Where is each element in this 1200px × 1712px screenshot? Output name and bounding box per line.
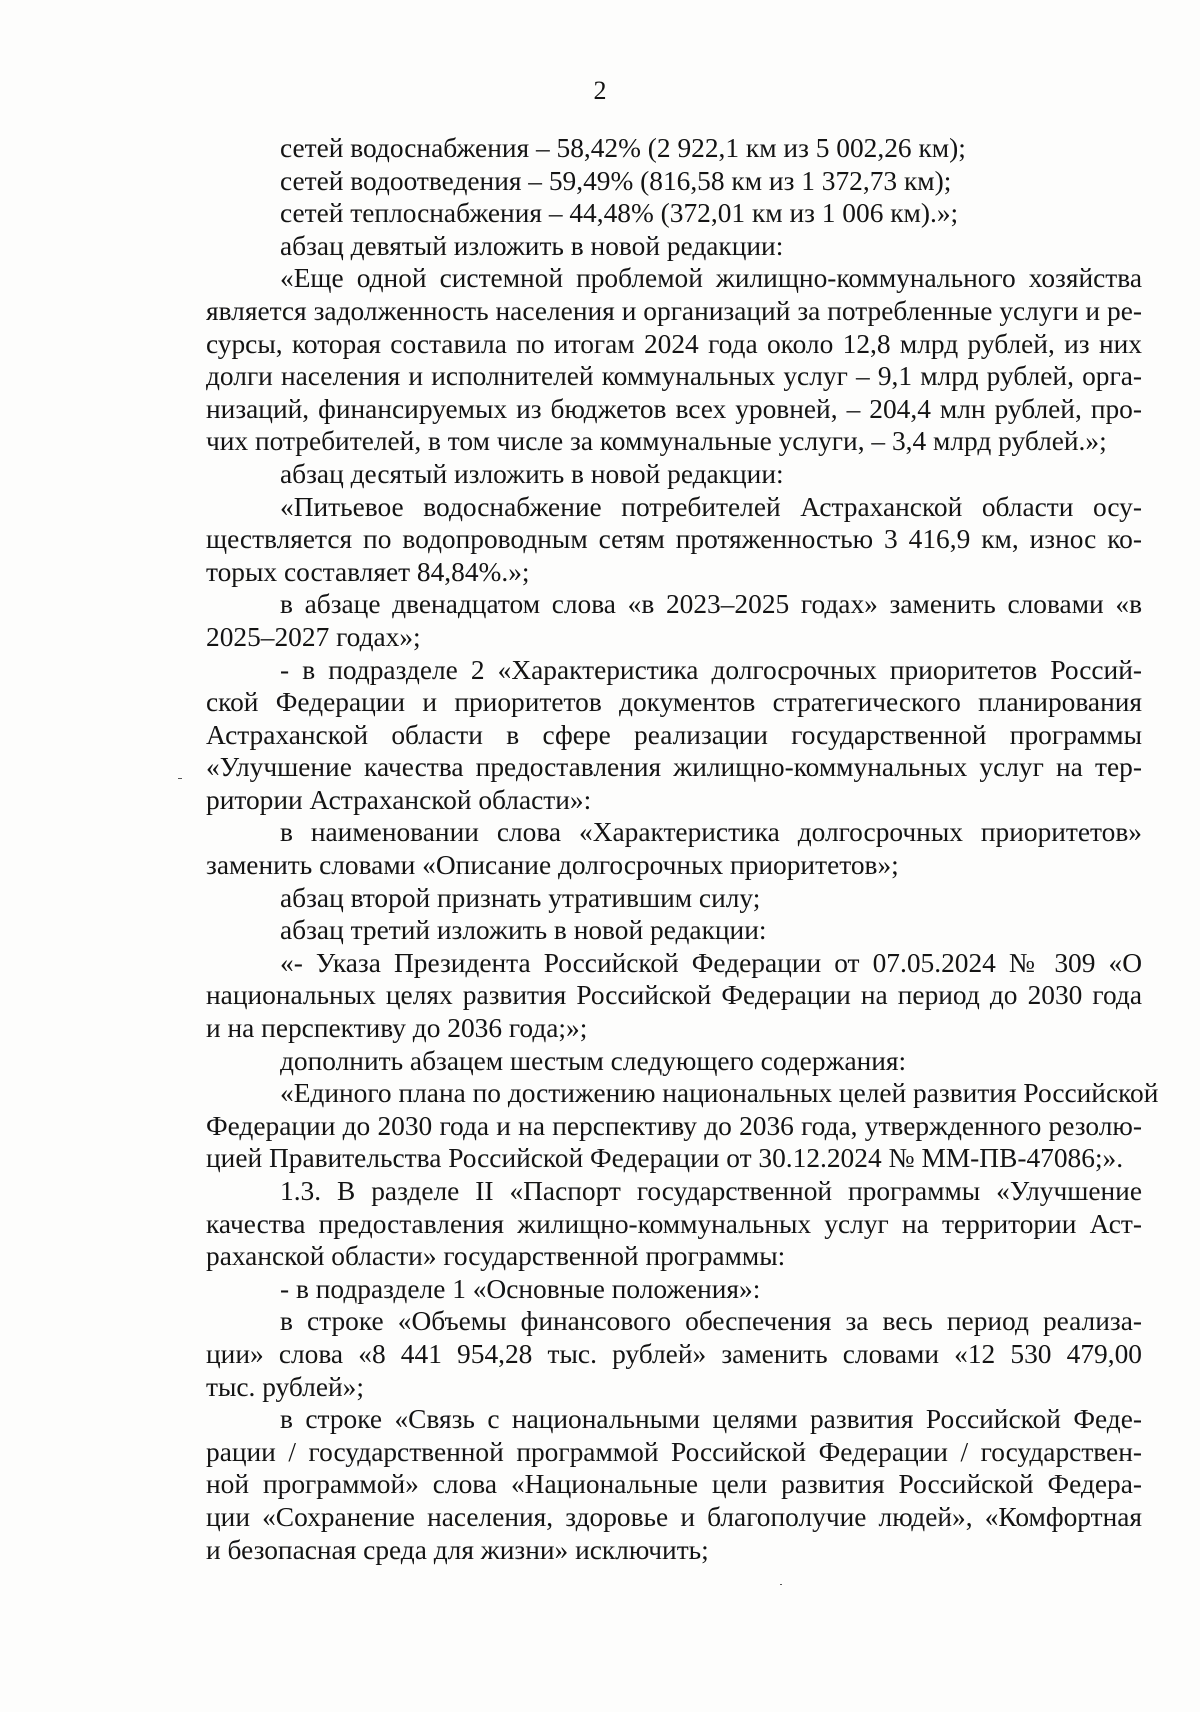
- text-line: ции» слова «8 441 954,28 тыс. рублей» заменить словами «12 530 479,00: [206, 1338, 1142, 1369]
- text-line: дополнить абзацем шестым следующего содержания:: [280, 1045, 907, 1076]
- text-line: ции «Сохранение населения, здоровье и благополучие людей», «Комфортная: [206, 1501, 1142, 1532]
- text-line: сетей водоснабжения – 58,42% (2 922,1 км из 5 002,26 км);: [280, 133, 966, 163]
- text-line: 2025–2027 годах»;: [206, 621, 421, 652]
- scan-speck: [780, 1584, 782, 1585]
- text-line: абзац десятый изложить в новой редакции:: [280, 458, 784, 489]
- text-line: и безопасная среда для жизни» исключить;: [206, 1534, 709, 1565]
- text-line: сетей водоотведения – 59,49% (816,58 км из 1 372,73 км);: [280, 165, 952, 196]
- text-line: является задолженность населения и организаций за потребленные услуги и ре-: [206, 295, 1142, 326]
- text-line: абзац девятый изложить в новой редакции:: [280, 230, 784, 261]
- text-line: и на перспективу до 2036 года;»;: [206, 1013, 588, 1044]
- text-line: абзац третий изложить в новой редакции:: [280, 915, 767, 946]
- text-line: заменить словами «Описание долгосрочных приоритетов»;: [206, 850, 899, 881]
- scan-speck: [178, 778, 182, 779]
- text-line: тыс. рублей»;: [206, 1371, 364, 1402]
- text-line: цией Правительства Российской Федерации от 30.12.2024 № ММ-ПВ-47086;».: [206, 1143, 1124, 1174]
- text-line: сурсы, которая составила по итогам 2024 года около 12,8 млрд рублей, из них: [206, 328, 1142, 359]
- page-number: 2: [593, 76, 607, 105]
- text-line: национальных целях развития Российской Федерации на период до 2030 года: [206, 980, 1142, 1011]
- text-line: ществляется по водопроводным сетям протяженностью 3 416,9 км, износ ко-: [206, 524, 1142, 555]
- text-line: абзац второй признать утратившим силу;: [280, 882, 761, 913]
- text-line: низаций, финансируемых из бюджетов всех уровней, – 204,4 млн рублей, про-: [206, 393, 1142, 424]
- text-line: ритории Астраханской области»:: [206, 784, 592, 815]
- text-line: Федерации до 2030 года и на перспективу до 2036 года, утвержденного резолю-: [206, 1110, 1142, 1141]
- text-line: в абзаце двенадцатом слова «в 2023–2025 годах» заменить словами «в: [280, 589, 1142, 620]
- text-line: раханской области» государственной программы:: [206, 1241, 786, 1272]
- text-line: 1.3. В разделе II «Паспорт государственной программы «Улучшение: [280, 1176, 1142, 1206]
- text-line: «Питьевое водоснабжение потребителей Астраханской области осу-: [280, 491, 1142, 522]
- text-line: - в подразделе 2 «Характеристика долгосрочных приоритетов Россий-: [280, 654, 1142, 685]
- text-line: в строке «Связь с национальными целями развития Российской Феде-: [280, 1404, 1142, 1435]
- text-line: Астраханской области в сфере реализации государственной программы: [206, 719, 1142, 750]
- text-line: ной программой» слова «Национальные цели развития Российской Федера-: [206, 1469, 1142, 1500]
- text-line: в наименовании слова «Характеристика долгосрочных приоритетов»: [280, 817, 1142, 848]
- text-line: «Улучшение качества предоставления жилищно-коммунальных услуг на тер-: [206, 752, 1142, 783]
- text-line: «- Указа Президента Российской Федерации от 07.05.2024 № 309 «О: [280, 947, 1142, 978]
- document-body: [206, 132, 1159, 1566]
- text-line: «Единого плана по достижению национальных целей развития Российской: [280, 1078, 1159, 1109]
- text-line: торых составляет 84,84%.»;: [206, 556, 530, 587]
- text-line: в строке «Объемы финансового обеспечения за весь период реализа-: [280, 1306, 1142, 1337]
- text-line: долги населения и исполнителей коммунальных услуг – 9,1 млрд рублей, орга-: [206, 361, 1142, 392]
- text-line: качества предоставления жилищно-коммунальных услуг на территории Аст-: [206, 1208, 1142, 1239]
- text-line: ской Федерации и приоритетов документов стратегического планирования: [206, 687, 1142, 718]
- text-line: «Еще одной системной проблемой жилищно-коммунального хозяйства: [280, 263, 1142, 294]
- text-line: чих потребителей, в том числе за коммунальные услуги, – 3,4 млрд рублей.»;: [206, 426, 1107, 457]
- text-line: - в подразделе 1 «Основные положения»:: [280, 1273, 761, 1304]
- text-line: сетей теплоснабжения – 44,48% (372,01 км из 1 006 км).»;: [280, 198, 959, 229]
- text-line: рации / государственной программой Российской Федерации / государствен-: [206, 1436, 1142, 1467]
